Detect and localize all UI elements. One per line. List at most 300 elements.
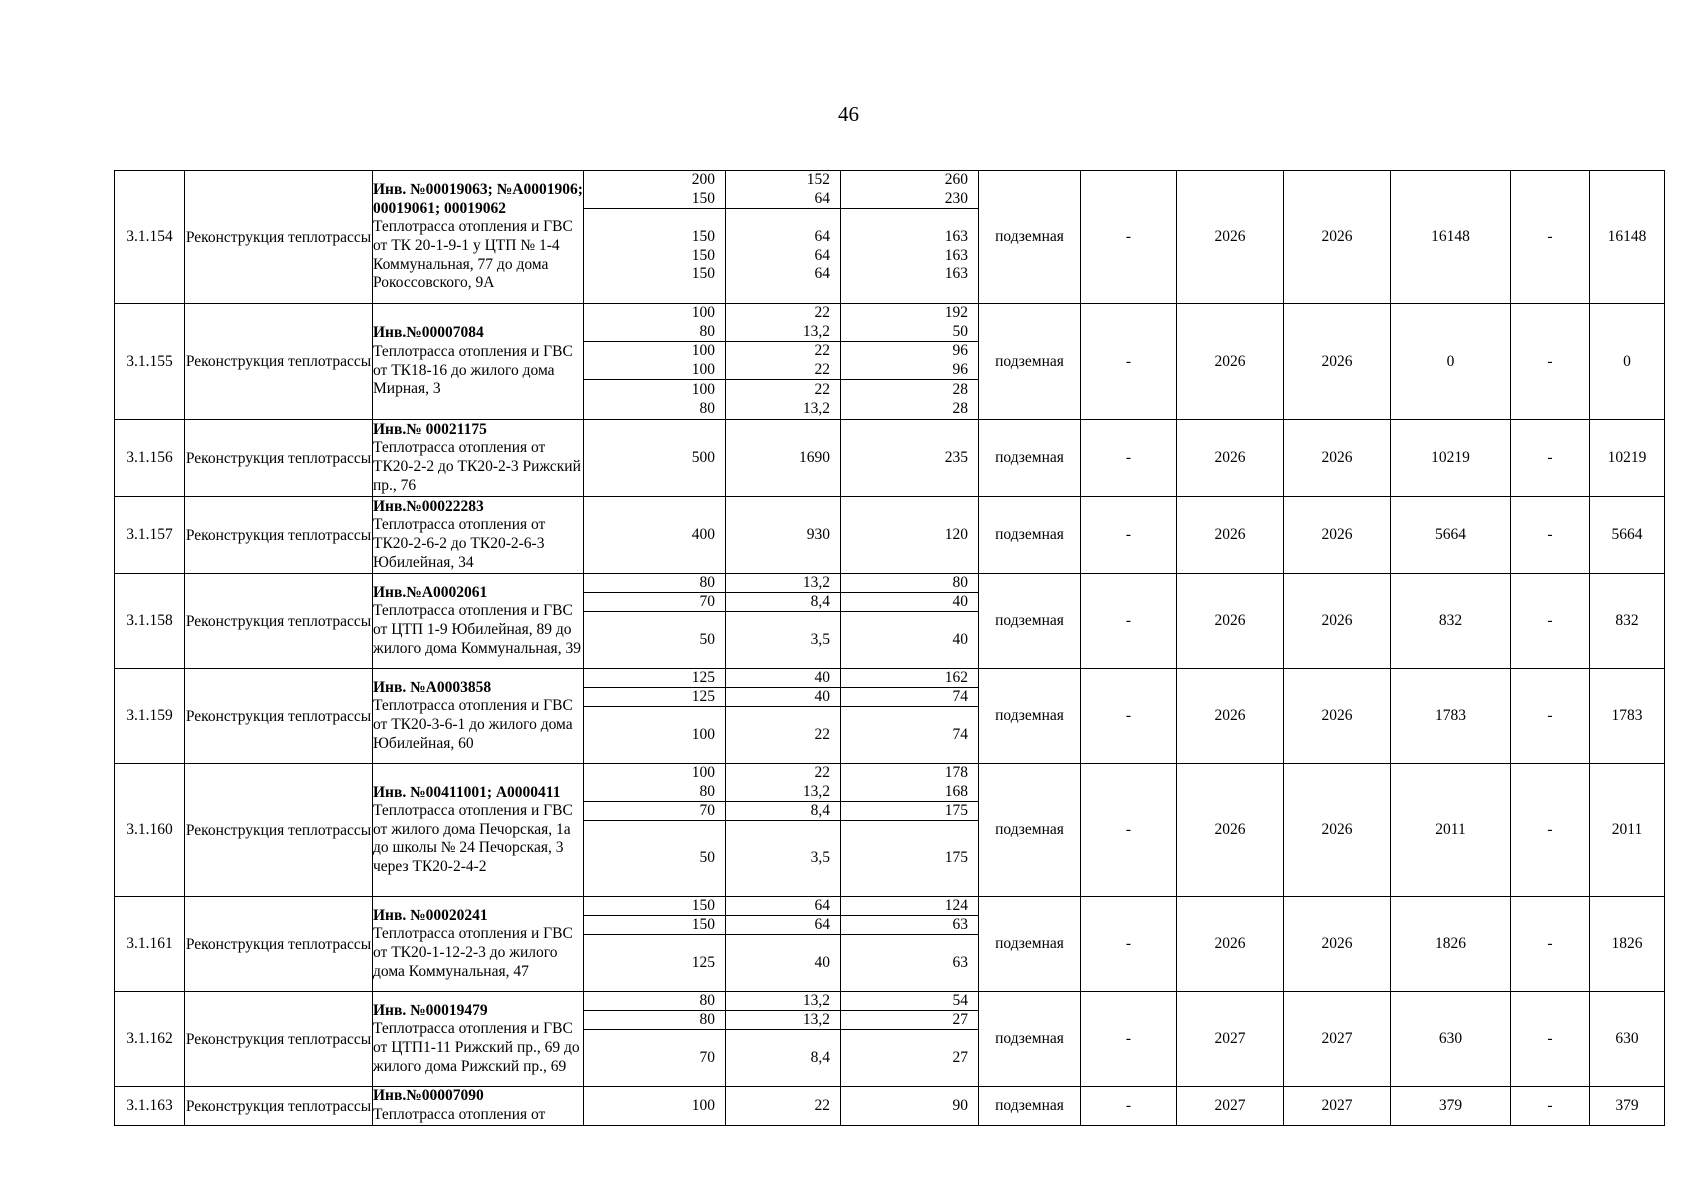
volume-cell bbox=[726, 897, 841, 992]
dash-cell: - bbox=[1511, 992, 1590, 1087]
dash-cell: - bbox=[1081, 764, 1177, 897]
value: 150 bbox=[691, 228, 715, 246]
subrow bbox=[841, 669, 978, 688]
subrows bbox=[726, 497, 840, 573]
object-text: Теплотрасса отопления от ТК20-2-2 до ТК20-2-3 Рижский пр., 76 bbox=[373, 439, 581, 494]
subrow bbox=[584, 420, 725, 496]
subrow bbox=[584, 1030, 725, 1086]
value: 74 bbox=[952, 725, 968, 743]
subrow bbox=[584, 1087, 725, 1125]
subrow bbox=[726, 897, 840, 916]
total-value: 16148 bbox=[1590, 171, 1665, 304]
subrow bbox=[726, 497, 840, 573]
subrow bbox=[841, 1087, 978, 1125]
laying-type: подземная bbox=[979, 669, 1081, 764]
subrow bbox=[841, 897, 978, 916]
start-year: 2026 bbox=[1177, 574, 1284, 669]
work-name: Реконструкция теплотрассы bbox=[185, 304, 373, 420]
diameter-cell bbox=[584, 1087, 726, 1126]
subrow bbox=[841, 342, 978, 380]
value: 22 bbox=[814, 360, 830, 378]
subrow bbox=[584, 916, 725, 935]
subrow bbox=[841, 1011, 978, 1030]
reconstruction-table bbox=[114, 170, 1665, 1126]
object-text: Теплотрасса отопления и ГВС от ТК20-3-6-1 до жилого дома Юбилейная, 60 bbox=[373, 697, 573, 752]
subrows bbox=[584, 669, 725, 763]
subrow bbox=[726, 574, 840, 593]
start-year: 2027 bbox=[1177, 1087, 1284, 1126]
value: 50 bbox=[952, 322, 968, 340]
end-year: 2026 bbox=[1284, 669, 1391, 764]
object-text: Теплотрасса отопления от ТК20-2-6-2 до ТК20-2-6-3 Юбилейная, 34 bbox=[373, 516, 546, 571]
work-name: Реконструкция теплотрассы bbox=[185, 171, 373, 304]
value: 400 bbox=[691, 525, 715, 543]
subrow bbox=[841, 380, 978, 419]
subrow bbox=[584, 802, 725, 821]
subrows bbox=[841, 897, 978, 991]
subrow bbox=[584, 209, 725, 303]
value: 80 bbox=[699, 991, 715, 1009]
laying-type: подземная bbox=[979, 497, 1081, 574]
dash-cell: - bbox=[1081, 304, 1177, 420]
object-text: Теплотрасса отопления и ГВС от ЦТП 1-9 Юбилейная, 89 до жилого дома Коммунальная, 39 bbox=[373, 602, 581, 657]
volume-cell bbox=[726, 497, 841, 574]
subrow bbox=[584, 171, 725, 209]
laying-type: подземная bbox=[979, 574, 1081, 669]
value: 125 bbox=[691, 953, 715, 971]
subrow bbox=[584, 992, 725, 1011]
value: 80 bbox=[699, 399, 715, 417]
value: 125 bbox=[691, 668, 715, 686]
subrow bbox=[841, 992, 978, 1011]
value: 96 bbox=[952, 360, 968, 378]
inventory-number: Инв. №00019479 bbox=[373, 1001, 488, 1019]
subrow bbox=[726, 821, 840, 896]
dash-cell: - bbox=[1081, 992, 1177, 1087]
subrow bbox=[726, 171, 840, 209]
value: 100 bbox=[691, 303, 715, 321]
table-row bbox=[115, 420, 1665, 497]
dash-cell: - bbox=[1081, 897, 1177, 992]
value: 64 bbox=[814, 915, 830, 933]
dash-cell: - bbox=[1081, 1087, 1177, 1126]
item-number: 3.1.156 bbox=[115, 420, 185, 497]
value: 22 bbox=[814, 380, 830, 398]
page-number: 46 bbox=[838, 102, 859, 126]
table-row bbox=[115, 669, 1665, 764]
value: 80 bbox=[952, 573, 968, 591]
total-value: 832 bbox=[1590, 574, 1665, 669]
value: 27 bbox=[952, 1010, 968, 1028]
inventory-number: Инв.№00007084 bbox=[373, 324, 484, 342]
subrows bbox=[841, 669, 978, 763]
subrows bbox=[841, 420, 978, 496]
work-name: Реконструкция теплотрассы bbox=[185, 992, 373, 1087]
subrow bbox=[584, 669, 725, 688]
value: 64 bbox=[814, 228, 830, 246]
subrow bbox=[584, 593, 725, 612]
work-name: Реконструкция теплотрассы bbox=[185, 574, 373, 669]
value: 162 bbox=[944, 668, 968, 686]
cost-value: 1783 bbox=[1391, 669, 1511, 764]
item-number: 3.1.157 bbox=[115, 497, 185, 574]
subrow bbox=[584, 342, 725, 380]
start-year: 2026 bbox=[1177, 764, 1284, 897]
subrow bbox=[726, 707, 840, 763]
item-number: 3.1.159 bbox=[115, 669, 185, 764]
value: 64 bbox=[814, 189, 830, 207]
object-description bbox=[373, 574, 584, 669]
start-year: 2026 bbox=[1177, 171, 1284, 304]
subrow bbox=[584, 764, 725, 802]
subrows bbox=[584, 574, 725, 668]
subrow bbox=[726, 304, 840, 342]
length-cell bbox=[841, 992, 979, 1087]
subrow bbox=[841, 916, 978, 935]
value: 100 bbox=[691, 341, 715, 359]
end-year: 2026 bbox=[1284, 171, 1391, 304]
value: 63 bbox=[952, 915, 968, 933]
subrow bbox=[841, 821, 978, 896]
subrow bbox=[584, 612, 725, 668]
volume-cell bbox=[726, 574, 841, 669]
value: 13,2 bbox=[802, 399, 830, 417]
subrow bbox=[726, 380, 840, 419]
cost-value: 1826 bbox=[1391, 897, 1511, 992]
start-year: 2026 bbox=[1177, 897, 1284, 992]
value: 13,2 bbox=[802, 1010, 830, 1028]
volume-cell bbox=[726, 304, 841, 420]
value: 80 bbox=[699, 573, 715, 591]
value: 150 bbox=[691, 189, 715, 207]
length-cell bbox=[841, 764, 979, 897]
table-row bbox=[115, 497, 1665, 574]
value: 200 bbox=[691, 170, 715, 188]
object-description bbox=[373, 897, 584, 992]
diameter-cell bbox=[584, 574, 726, 669]
subrow bbox=[841, 1030, 978, 1086]
dash-cell: - bbox=[1081, 669, 1177, 764]
value: 80 bbox=[699, 782, 715, 800]
value: 100 bbox=[691, 763, 715, 781]
subrows bbox=[584, 497, 725, 573]
length-cell bbox=[841, 897, 979, 992]
value: 40 bbox=[814, 668, 830, 686]
subrows bbox=[726, 764, 840, 896]
subrow bbox=[584, 497, 725, 573]
subrow bbox=[726, 764, 840, 802]
end-year: 2026 bbox=[1284, 304, 1391, 420]
laying-type: подземная bbox=[979, 304, 1081, 420]
object-description bbox=[373, 171, 584, 304]
laying-type: подземная bbox=[979, 420, 1081, 497]
diameter-cell bbox=[584, 420, 726, 497]
total-value: 379 bbox=[1590, 1087, 1665, 1126]
value: 175 bbox=[944, 801, 968, 819]
value: 13,2 bbox=[802, 573, 830, 591]
start-year: 2026 bbox=[1177, 420, 1284, 497]
diameter-cell bbox=[584, 764, 726, 897]
end-year: 2026 bbox=[1284, 497, 1391, 574]
item-number: 3.1.158 bbox=[115, 574, 185, 669]
volume-cell bbox=[726, 420, 841, 497]
total-value: 1783 bbox=[1590, 669, 1665, 764]
value: 8,4 bbox=[810, 1048, 830, 1066]
start-year: 2026 bbox=[1177, 497, 1284, 574]
subrow bbox=[841, 688, 978, 707]
volume-cell bbox=[726, 992, 841, 1087]
subrows bbox=[584, 897, 725, 991]
volume-cell bbox=[726, 1087, 841, 1126]
value: 100 bbox=[691, 1096, 715, 1114]
value: 90 bbox=[952, 1096, 968, 1114]
subrow bbox=[841, 707, 978, 763]
object-text: Теплотрасса отопления и ГВС от жилого дома Печорская, 1а до школы № 24 Печорская, 3 через ТК20-2-4-2 bbox=[373, 802, 573, 875]
subrows bbox=[584, 992, 725, 1086]
end-year: 2026 bbox=[1284, 897, 1391, 992]
subrow bbox=[841, 612, 978, 668]
table-row bbox=[115, 897, 1665, 992]
subrow bbox=[726, 688, 840, 707]
value: 150 bbox=[691, 915, 715, 933]
total-value: 10219 bbox=[1590, 420, 1665, 497]
subrows bbox=[841, 497, 978, 573]
inventory-number: Инв. №00019063; №А0001906; 00019061; 00019062 bbox=[373, 181, 583, 217]
length-cell bbox=[841, 574, 979, 669]
subrow bbox=[726, 612, 840, 668]
object-description bbox=[373, 304, 584, 420]
subrow bbox=[584, 688, 725, 707]
object-text: Теплотрасса отопления и ГВС от ЦТП1-11 Рижский пр., 69 до жилого дома Рижский пр., 69 bbox=[373, 1020, 580, 1075]
subrow bbox=[841, 304, 978, 342]
item-number: 3.1.162 bbox=[115, 992, 185, 1087]
table-row bbox=[115, 992, 1665, 1087]
value: 230 bbox=[944, 189, 968, 207]
volume-cell bbox=[726, 669, 841, 764]
item-number: 3.1.163 bbox=[115, 1087, 185, 1126]
value: 8,4 bbox=[810, 592, 830, 610]
subrow bbox=[726, 1011, 840, 1030]
subrows bbox=[584, 171, 725, 303]
subrows bbox=[726, 304, 840, 419]
value: 1690 bbox=[799, 448, 830, 466]
end-year: 2026 bbox=[1284, 764, 1391, 897]
laying-type: подземная bbox=[979, 171, 1081, 304]
value: 54 bbox=[952, 991, 968, 1009]
start-year: 2026 bbox=[1177, 304, 1284, 420]
subrow bbox=[841, 802, 978, 821]
subrow bbox=[584, 304, 725, 342]
subrow bbox=[584, 574, 725, 593]
value: 150 bbox=[691, 265, 715, 283]
length-cell bbox=[841, 1087, 979, 1126]
cost-value: 0 bbox=[1391, 304, 1511, 420]
subrow bbox=[584, 707, 725, 763]
dash-cell: - bbox=[1511, 171, 1590, 304]
subrows bbox=[841, 574, 978, 668]
dash-cell: - bbox=[1511, 897, 1590, 992]
work-name: Реконструкция теплотрассы bbox=[185, 497, 373, 574]
subrow bbox=[584, 821, 725, 896]
value: 50 bbox=[699, 849, 715, 867]
total-value: 2011 bbox=[1590, 764, 1665, 897]
dash-cell: - bbox=[1511, 304, 1590, 420]
value: 50 bbox=[699, 630, 715, 648]
subrow bbox=[726, 593, 840, 612]
value: 13,2 bbox=[802, 991, 830, 1009]
laying-type: подземная bbox=[979, 992, 1081, 1087]
subrow bbox=[726, 992, 840, 1011]
value: 63 bbox=[952, 953, 968, 971]
value: 40 bbox=[952, 592, 968, 610]
value: 13,2 bbox=[802, 322, 830, 340]
value: 70 bbox=[699, 592, 715, 610]
dash-cell: - bbox=[1081, 171, 1177, 304]
inventory-number: Инв.№00022283 bbox=[373, 497, 484, 515]
subrows bbox=[584, 1087, 725, 1125]
length-cell bbox=[841, 304, 979, 420]
work-name: Реконструкция теплотрассы bbox=[185, 1087, 373, 1126]
object-text: Теплотрасса отопления от bbox=[373, 1106, 546, 1123]
end-year: 2026 bbox=[1284, 574, 1391, 669]
object-text: Теплотрасса отопления и ГВС от ТК20-1-12-2-3 до жилого дома Коммунальная, 47 bbox=[373, 925, 573, 980]
dash-cell: - bbox=[1511, 1087, 1590, 1126]
object-text: Теплотрасса отопления и ГВС от ТК18-16 до жилого дома Мирная, 3 bbox=[373, 342, 573, 398]
length-cell bbox=[841, 171, 979, 304]
value: 178 bbox=[944, 763, 968, 781]
value: 930 bbox=[806, 525, 830, 543]
value: 150 bbox=[691, 896, 715, 914]
value: 3,5 bbox=[810, 630, 830, 648]
subrows bbox=[841, 304, 978, 419]
value: 80 bbox=[699, 322, 715, 340]
table-row bbox=[115, 171, 1665, 304]
subrows bbox=[726, 992, 840, 1086]
subrows bbox=[726, 420, 840, 496]
subrow bbox=[726, 1030, 840, 1086]
value: 235 bbox=[944, 448, 968, 466]
dash-cell: - bbox=[1511, 764, 1590, 897]
subrow bbox=[584, 935, 725, 991]
value: 22 bbox=[814, 1096, 830, 1114]
object-description bbox=[373, 1087, 584, 1126]
value: 3,5 bbox=[810, 849, 830, 867]
subrow bbox=[726, 669, 840, 688]
start-year: 2026 bbox=[1177, 669, 1284, 764]
value: 22 bbox=[814, 303, 830, 321]
subrows bbox=[584, 304, 725, 419]
end-year: 2026 bbox=[1284, 420, 1391, 497]
subrow bbox=[584, 1011, 725, 1030]
subrow bbox=[841, 935, 978, 991]
table-row bbox=[115, 574, 1665, 669]
object-description bbox=[373, 764, 584, 897]
value: 168 bbox=[944, 782, 968, 800]
subrow bbox=[726, 420, 840, 496]
value: 80 bbox=[699, 1010, 715, 1028]
total-value: 1826 bbox=[1590, 897, 1665, 992]
value: 8,4 bbox=[810, 801, 830, 819]
value: 64 bbox=[814, 896, 830, 914]
value: 28 bbox=[952, 399, 968, 417]
inventory-number: Инв.№А0002061 bbox=[373, 583, 488, 601]
subrows bbox=[841, 171, 978, 303]
value: 40 bbox=[814, 687, 830, 705]
subrow bbox=[841, 209, 978, 303]
subrow bbox=[726, 1087, 840, 1125]
subrow bbox=[841, 420, 978, 496]
total-value: 5664 bbox=[1590, 497, 1665, 574]
table-row bbox=[115, 764, 1665, 897]
subrows bbox=[584, 420, 725, 496]
diameter-cell bbox=[584, 304, 726, 420]
subrow bbox=[841, 593, 978, 612]
item-number: 3.1.155 bbox=[115, 304, 185, 420]
object-text: Теплотрасса отопления и ГВС от ТК 20-1-9-1 у ЦТП № 1-4 Коммунальная, 77 до дома Рокоссовского, 9А bbox=[373, 218, 573, 292]
value: 125 bbox=[691, 687, 715, 705]
end-year: 2027 bbox=[1284, 992, 1391, 1087]
subrow bbox=[726, 209, 840, 303]
subrows bbox=[841, 992, 978, 1086]
value: 500 bbox=[691, 448, 715, 466]
cost-value: 379 bbox=[1391, 1087, 1511, 1126]
dash-cell: - bbox=[1081, 497, 1177, 574]
subrow bbox=[841, 497, 978, 573]
end-year: 2027 bbox=[1284, 1087, 1391, 1126]
subrow bbox=[584, 380, 725, 419]
length-cell bbox=[841, 497, 979, 574]
diameter-cell bbox=[584, 897, 726, 992]
value: 40 bbox=[952, 630, 968, 648]
value: 74 bbox=[952, 687, 968, 705]
subrows bbox=[726, 171, 840, 303]
work-name: Реконструкция теплотрассы bbox=[185, 420, 373, 497]
total-value: 0 bbox=[1590, 304, 1665, 420]
total-value: 630 bbox=[1590, 992, 1665, 1087]
subrow bbox=[584, 897, 725, 916]
value: 192 bbox=[944, 303, 968, 321]
subrows bbox=[584, 764, 725, 896]
object-description bbox=[373, 420, 584, 497]
inventory-number: Инв.№ 00021175 bbox=[373, 420, 487, 438]
diameter-cell bbox=[584, 992, 726, 1087]
work-name: Реконструкция теплотрассы bbox=[185, 897, 373, 992]
diameter-cell bbox=[584, 171, 726, 304]
item-number: 3.1.154 bbox=[115, 171, 185, 304]
object-description bbox=[373, 992, 584, 1087]
value: 124 bbox=[944, 896, 968, 914]
value: 96 bbox=[952, 341, 968, 359]
subrows bbox=[726, 1087, 840, 1125]
work-name: Реконструкция теплотрассы bbox=[185, 669, 373, 764]
table-row bbox=[115, 1087, 1665, 1126]
diameter-cell bbox=[584, 497, 726, 574]
value: 175 bbox=[944, 849, 968, 867]
laying-type: подземная bbox=[979, 1087, 1081, 1126]
subrow bbox=[841, 171, 978, 209]
value: 100 bbox=[691, 380, 715, 398]
value: 100 bbox=[691, 725, 715, 743]
object-description bbox=[373, 497, 584, 574]
start-year: 2027 bbox=[1177, 992, 1284, 1087]
cost-value: 832 bbox=[1391, 574, 1511, 669]
inventory-number: Инв. №00411001; А0000411 bbox=[373, 783, 561, 801]
value: 150 bbox=[691, 246, 715, 264]
subrows bbox=[841, 1087, 978, 1125]
dash-cell: - bbox=[1081, 420, 1177, 497]
subrow bbox=[726, 342, 840, 380]
dash-cell: - bbox=[1511, 574, 1590, 669]
